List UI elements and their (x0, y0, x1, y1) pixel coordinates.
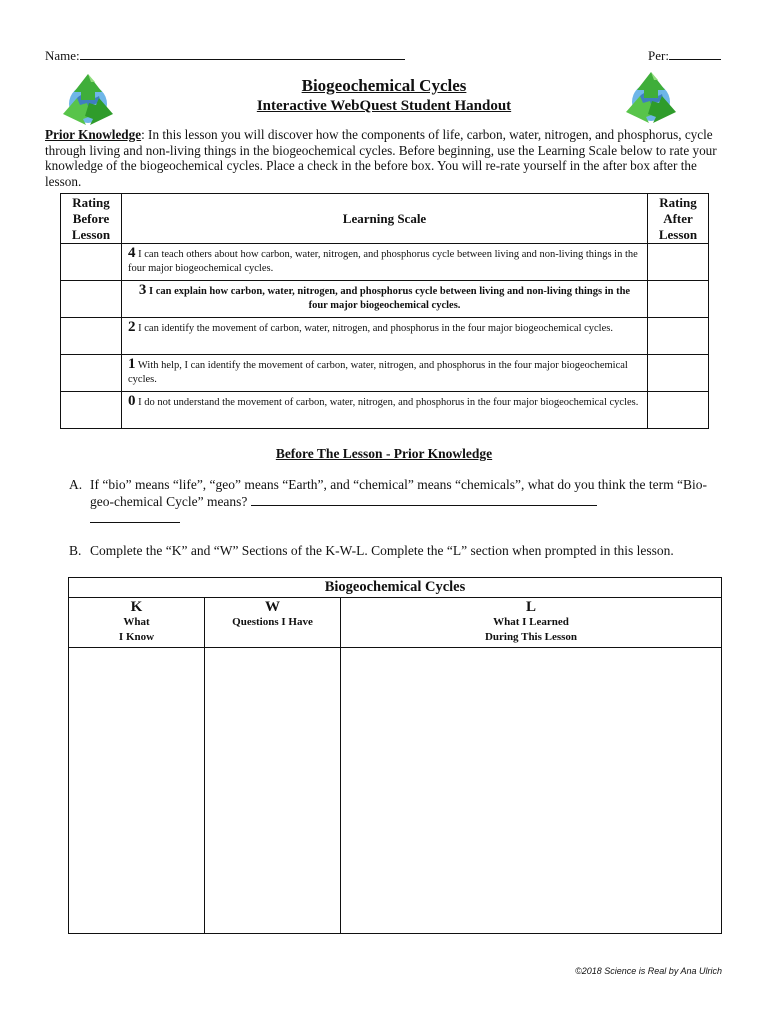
w-letter: W (265, 599, 280, 615)
after-checkbox-2[interactable] (648, 318, 709, 355)
page-subtitle: Interactive WebQuest Student Handout (256, 98, 512, 114)
kwl-l-answer-box[interactable] (341, 648, 722, 934)
section-title: Before The Lesson - Prior Knowledge (275, 446, 493, 461)
before-checkbox-4[interactable] (61, 244, 122, 281)
learning-scale-header: Learning Scale (122, 194, 648, 244)
question-b-letter: B. (69, 543, 82, 558)
scale-number: 2 (128, 319, 136, 335)
table-row (61, 318, 709, 355)
question-a (69, 476, 723, 527)
kwl-title: Biogeochemical Cycles (69, 578, 722, 598)
name-label: Name: (45, 48, 80, 63)
scale-description (122, 281, 648, 318)
kwl-l-header (341, 598, 722, 648)
scale-number: 1 (128, 356, 136, 372)
table-header-row (61, 194, 709, 244)
kwl-title-row (69, 578, 722, 598)
page-title: Biogeochemical Cycles (301, 76, 467, 95)
copyright-footer: ©2018 Science is Real by Ana Ulrich (575, 966, 722, 976)
scale-number: 3 (138, 282, 147, 298)
kwl-header-row (69, 598, 722, 648)
period-blank-line[interactable] (669, 46, 721, 60)
scale-text: I do not understand the movement of carbon, water, nitrogen, and phosphorus in the four major biogeochemical cycles. (135, 397, 639, 408)
scale-text: I can identify the movement of carbon, water, nitrogen, and phosphorus in the four major biogeochemical cycles. (135, 323, 613, 334)
before-checkbox-2[interactable] (61, 318, 122, 355)
w-line1: Questions I Have (232, 616, 313, 628)
before-checkbox-0[interactable] (61, 392, 122, 429)
kwl-k-answer-box[interactable] (69, 648, 205, 934)
before-checkbox-1[interactable] (61, 355, 122, 392)
period-field[interactable] (648, 46, 721, 64)
rating-before-header: Rating Before Lesson (61, 194, 122, 244)
kwl-w-header (205, 598, 341, 648)
l-letter: L (525, 599, 536, 615)
table-row (61, 355, 709, 392)
k-line1: What (123, 616, 150, 628)
name-blank-line[interactable] (80, 46, 405, 60)
table-row (61, 281, 709, 318)
after-checkbox-3[interactable] (648, 281, 709, 318)
rating-after-header: Rating After Lesson (648, 194, 709, 244)
answer-line[interactable] (251, 493, 597, 506)
scale-description (122, 318, 648, 355)
l-line2: During This Lesson (484, 631, 578, 643)
after-checkbox-0[interactable] (648, 392, 709, 429)
question-b-text: Complete the “K” and “W” Sections of the K-W-L. Complete the “L” section when prompted in this lesson. (90, 543, 674, 558)
before-checkbox-3[interactable] (61, 281, 122, 318)
kwl-table (68, 577, 722, 934)
l-line1: What I Learned (493, 616, 569, 628)
scale-text: I can teach others about how carbon, water, nitrogen, and phosphorus cycle between living and non-living things in the four major biogeochemical cycles. (128, 249, 638, 274)
question-b (69, 542, 723, 559)
scale-description (122, 355, 648, 392)
intro-paragraph (45, 127, 723, 189)
scale-number: 0 (128, 393, 136, 409)
k-letter: K (130, 599, 143, 615)
question-a-text: If “bio” means “life”, “geo” means “Earth”, and “chemical” means “chemicals”, what do you think the term “Bio-geo-chemical Cycle” means? (90, 477, 707, 509)
name-field[interactable] (45, 46, 405, 64)
learning-scale-table (60, 193, 709, 429)
after-checkbox-1[interactable] (648, 355, 709, 392)
intro-text: : In this lesson you will discover how the components of life, carbon, water, nitrogen, and phosphorus, cycle through living and non-living things in the biogeochemical cycles. Before beginning, use the Learning Scale below to rate your knowledge of the biogeochemical cycles. Place a check in the before box. You will re-rate yourself in the after box after the lesson. (45, 127, 717, 189)
intro-label: Prior Knowledge (45, 127, 142, 142)
kwl-body-row (69, 648, 722, 934)
table-row (61, 392, 709, 429)
after-checkbox-4[interactable] (648, 244, 709, 281)
scale-description (122, 392, 648, 429)
scale-description (122, 244, 648, 281)
answer-line-continued[interactable] (90, 510, 180, 523)
k-line2: I Know (118, 631, 155, 643)
question-a-letter: A. (69, 477, 83, 492)
scale-text: I can explain how carbon, water, nitrogen, and phosphorus cycle between living and non-living things in the four major biogeochemical cycles. (146, 286, 631, 311)
table-row (61, 244, 709, 281)
kwl-k-header (69, 598, 205, 648)
scale-number: 4 (128, 245, 136, 261)
kwl-w-answer-box[interactable] (205, 648, 341, 934)
period-label: Per: (648, 48, 669, 63)
scale-text: With help, I can identify the movement of carbon, water, nitrogen, and phosphorus in the four major biogeochemical cycles. (128, 360, 628, 385)
